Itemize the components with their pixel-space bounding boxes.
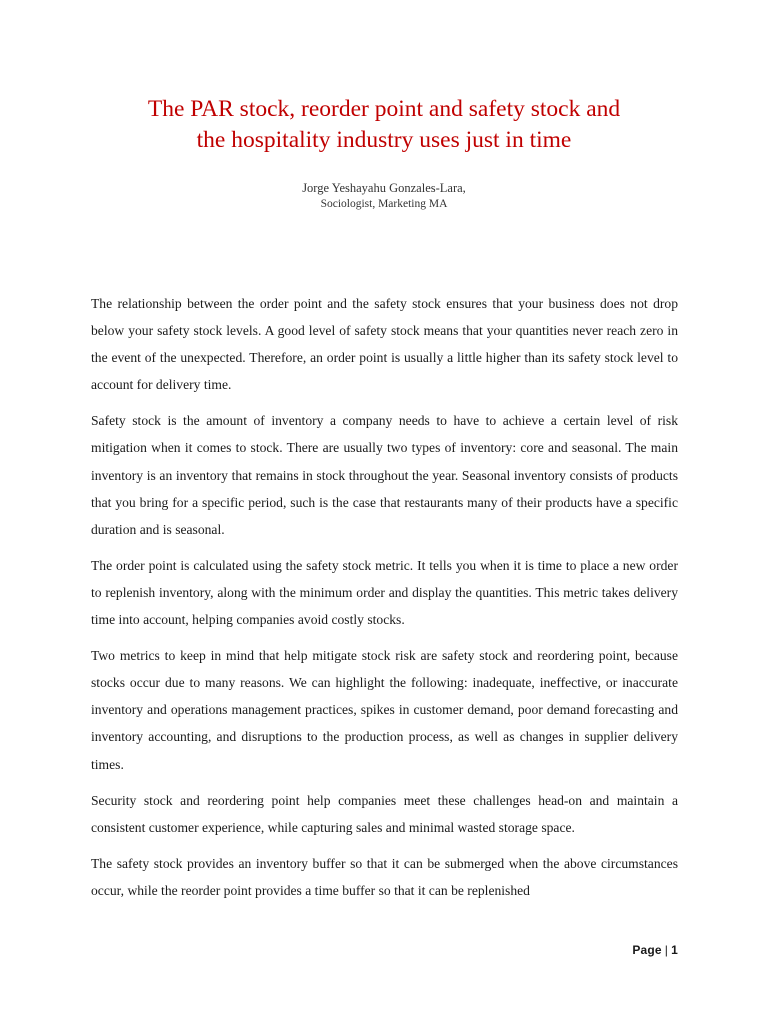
author-role: Sociologist, Marketing MA [320,198,448,210]
paragraph: Security stock and reordering point help companies meet these challenges head-on and maintain a consistent customer experience, while capturing sales and minimal wasted storage space. [91,792,678,835]
document-body [91,290,678,913]
paragraph: Two metrics to keep in mind that help mitigate stock risk are safety stock and reordering point, because stocks occur due to many reasons. We can highlight the following: inadequate, ineffective, or inaccurate inventory and operations management practices, spikes in customer demand, poor demand forecasting and inventory accounting, and disruptions to the production process, as well as changes in supplier delivery times. [91,648,678,772]
document-title [60,94,708,156]
page-separator: | [664,943,669,957]
paragraph: The order point is calculated using the safety stock metric. It tells you when it is time to place a new order to replenish inventory, along with the minimum order and display the quantities. This metric takes delivery time into account, helping companies avoid costly stocks. [91,557,678,628]
author-block [60,180,708,212]
page-number: 1 [671,943,678,957]
title-line-2: the hospitality industry uses just in time [196,127,572,153]
page-footer [632,943,678,957]
paragraph: The relationship between the order point and the safety stock ensures that your business does not drop below your safety stock levels. A good level of safety stock means that your quantities never reach zero in the event of the unexpected. Therefore, an order point is usually a little higher than its safety stock level to account for delivery time. [91,296,678,393]
title-line-1: The PAR stock, reorder point and safety stock and [147,96,621,122]
paragraph: The safety stock provides an inventory buffer so that it can be submerged when the above circumstances occur, while the reorder point provides a time buffer so that it can be replenished [91,855,678,898]
author-name: Jorge Yeshayahu Gonzales-Lara, [302,181,466,195]
paragraph: Safety stock is the amount of inventory a company needs to have to achieve a certain level of risk mitigation when it comes to stock. There are usually two types of inventory: core and seasonal. The main inventory is an inventory that remains in stock throughout the year. Seasonal inventory consists of products that you bring for a specific period, such is the case that restaurants many of their products have a specific duration and is seasonal. [91,413,678,537]
page-label: Page [632,943,662,957]
